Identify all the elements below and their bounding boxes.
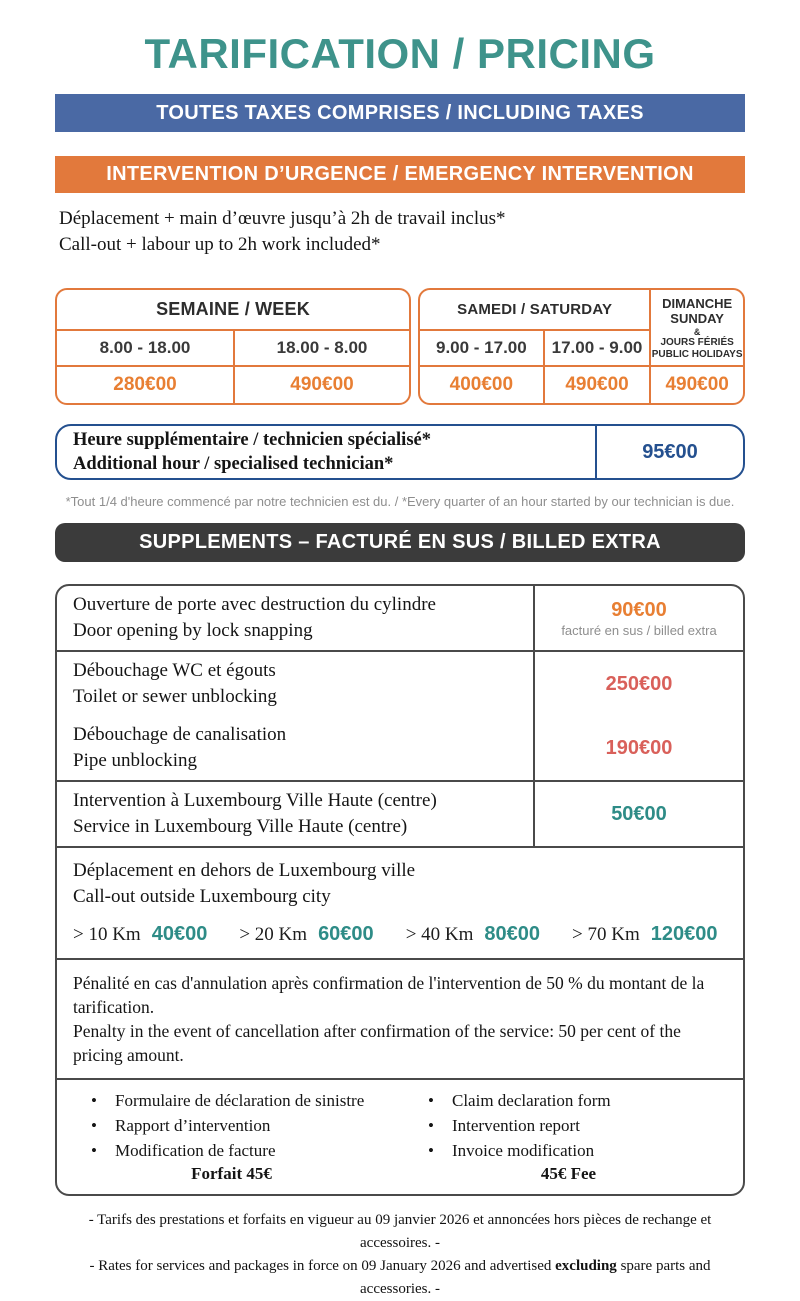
wc-unblocking-fr: Débouchage WC et égouts (73, 660, 276, 681)
km-tier-10-label: > 10 Km (73, 924, 141, 945)
list-item (428, 1113, 737, 1138)
door-opening-row (57, 586, 743, 650)
validity-footer-en: - Rates for services and packages in force on 09 January 2026 and advertised excluding spare parts and accessories. - (89, 1258, 711, 1297)
documents-fee-en: 45€ Fee (540, 1164, 597, 1183)
wc-unblocking-en: Toilet or sewer unblocking (73, 686, 277, 707)
city-centre-text (57, 782, 533, 846)
additional-hour-box (55, 424, 745, 480)
list-item (428, 1138, 737, 1163)
sunday-holidays-header (649, 290, 743, 365)
km-tier-70 (572, 923, 717, 946)
validity-footer-fr: - Tarifs des prestations et forfaits en vigueur au 09 janvier 2026 et annoncées hors pièces de rechange et accessoires. - (88, 1212, 712, 1251)
document-en-3: Invoice modification (452, 1141, 595, 1160)
sunday-label-en: SUNDAY (670, 310, 724, 326)
taxes-banner (55, 94, 745, 132)
km-tier-10 (73, 923, 207, 946)
bullet-icon: • (428, 1141, 434, 1160)
week-day-time: 8.00 - 18.00 (57, 329, 233, 365)
holidays-label-en: PUBLIC HOLIDAYS (651, 348, 743, 360)
km-tier-40 (406, 923, 540, 946)
wc-unblocking-price: 250€00 (605, 672, 673, 695)
documents-list-fr (63, 1088, 400, 1163)
week-night-price: 490€00 (233, 365, 409, 403)
list-item (91, 1088, 400, 1113)
emergency-banner-label: INTERVENTION D’URGENCE / EMERGENCY INTERVENTION (106, 163, 694, 185)
travel-section (57, 846, 743, 958)
documents-fee-fr: Forfait 45€ (191, 1164, 272, 1183)
door-opening-fr: Ouverture de porte avec destruction du cylindre (73, 594, 436, 615)
additional-hour-text (57, 426, 595, 478)
city-centre-en: Service in Luxembourg Ville Haute (centre) (73, 816, 408, 837)
wc-unblocking-text (57, 652, 533, 716)
intro-text-en: Call-out + labour up to 2h work included* (59, 234, 381, 255)
supplements-banner-label: SUPPLEMENTS – FACTURÉ EN SUS / BILLED EXTRA (139, 531, 661, 553)
pipe-unblocking-row (57, 716, 743, 780)
document-en-1: Claim declaration form (452, 1091, 611, 1110)
additional-hour-en: Additional hour / specialised technician* (73, 454, 394, 474)
city-centre-fr: Intervention à Luxembourg Ville Haute (centre) (73, 790, 437, 811)
supplements-banner (55, 523, 745, 562)
page-title: TARIFICATION / PRICING (144, 30, 656, 77)
saturday-header: SAMEDI / SATURDAY (457, 301, 613, 318)
pipe-unblocking-fr: Débouchage de canalisation (73, 724, 287, 745)
travel-en: Call-out outside Luxembourg city (73, 886, 331, 907)
door-opening-price-note: facturé en sus / billed extra (561, 622, 717, 638)
saturday-night-time: 17.00 - 9.00 (543, 329, 650, 365)
pricing-page (0, 30, 800, 1301)
excluding-emphasis: excluding (555, 1258, 617, 1274)
door-opening-price: 90€00 (611, 598, 667, 621)
holidays-label-fr: JOURS FÉRIÉS (660, 337, 734, 349)
pipe-unblocking-price-cell (533, 716, 743, 780)
documents-section (57, 1078, 743, 1194)
wc-unblocking-price-cell (533, 652, 743, 716)
pipe-unblocking-text (57, 716, 533, 780)
rate-table (55, 288, 745, 405)
travel-fr: Déplacement en dehors de Luxembourg ville (73, 860, 416, 881)
week-header: SEMAINE / WEEK (156, 299, 310, 319)
city-centre-price: 50€00 (611, 802, 667, 825)
km-price-line (73, 923, 727, 946)
list-item (91, 1138, 400, 1163)
document-fr-2: Rapport d’intervention (115, 1116, 271, 1135)
intro-text (59, 206, 745, 258)
pipe-unblocking-en: Pipe unblocking (73, 750, 198, 771)
intro-text-fr: Déplacement + main d’œuvre jusqu’à 2h de travail inclus* (59, 208, 506, 229)
sunday-label-fr: DIMANCHE (662, 295, 733, 311)
penalty-en: Penalty in the event of cancellation after confirmation of the service: 50 per cent of the pricing amount. (73, 1021, 681, 1065)
penalty-section (57, 958, 743, 1078)
bullet-icon: • (428, 1116, 434, 1135)
week-night-time: 18.00 - 8.00 (233, 329, 409, 365)
list-item (91, 1113, 400, 1138)
door-opening-price-cell (533, 586, 743, 650)
km-tier-70-price: 120€00 (650, 923, 718, 945)
documents-list-en (400, 1088, 737, 1163)
penalty-fr: Pénalité en cas d'annulation après confirmation de l'intervention de 50 % du montant de la tarification. (73, 973, 705, 1017)
rate-table-week (55, 288, 411, 405)
km-tier-40-price: 80€00 (484, 923, 541, 945)
taxes-banner-label: TOUTES TAXES COMPRISES / INCLUDING TAXES (156, 101, 644, 124)
sunday-price: 490€00 (649, 365, 743, 403)
km-tier-10-price: 40€00 (151, 923, 208, 945)
unblocking-section (57, 650, 743, 780)
saturday-night-price: 490€00 (543, 365, 650, 403)
quarter-hour-footnote: *Tout 1/4 d'heure commencé par notre technicien est du. / *Every quarter of an hour started by our technician is due. (65, 494, 735, 509)
supplements-box (55, 584, 745, 1196)
document-fr-1: Formulaire de déclaration de sinistre (115, 1091, 365, 1110)
bullet-icon: • (91, 1091, 97, 1110)
km-tier-20 (239, 923, 373, 946)
rate-table-weekend (418, 288, 745, 405)
list-item (428, 1088, 737, 1113)
document-en-2: Intervention report (452, 1116, 580, 1135)
additional-hour-price: 95€00 (595, 426, 743, 478)
additional-hour-fr: Heure supplémentaire / technicien spécialisé* (73, 430, 431, 450)
saturday-day-time: 9.00 - 17.00 (420, 329, 543, 365)
wc-unblocking-row (57, 652, 743, 716)
validity-footer (55, 1209, 745, 1301)
document-fr-3: Modification de facture (115, 1141, 276, 1160)
bullet-icon: • (91, 1116, 97, 1135)
city-centre-row (57, 780, 743, 846)
travel-text (73, 858, 727, 910)
km-tier-40-label: > 40 Km (405, 924, 474, 945)
pipe-unblocking-price: 190€00 (605, 736, 673, 759)
door-opening-text (57, 586, 533, 650)
bullet-icon: • (91, 1141, 97, 1160)
city-centre-price-cell (533, 782, 743, 846)
km-tier-20-label: > 20 Km (239, 924, 308, 945)
saturday-day-price: 400€00 (420, 365, 543, 403)
km-tier-70-label: > 70 Km (572, 924, 640, 945)
bullet-icon: • (428, 1091, 434, 1110)
door-opening-en: Door opening by lock snapping (73, 620, 313, 641)
sunday-ampersand: & (693, 326, 701, 337)
emergency-banner (55, 156, 745, 193)
week-day-price: 280€00 (57, 365, 233, 403)
km-tier-20-price: 60€00 (318, 923, 374, 945)
documents-column-en (400, 1088, 737, 1184)
documents-column-fr (63, 1088, 400, 1184)
